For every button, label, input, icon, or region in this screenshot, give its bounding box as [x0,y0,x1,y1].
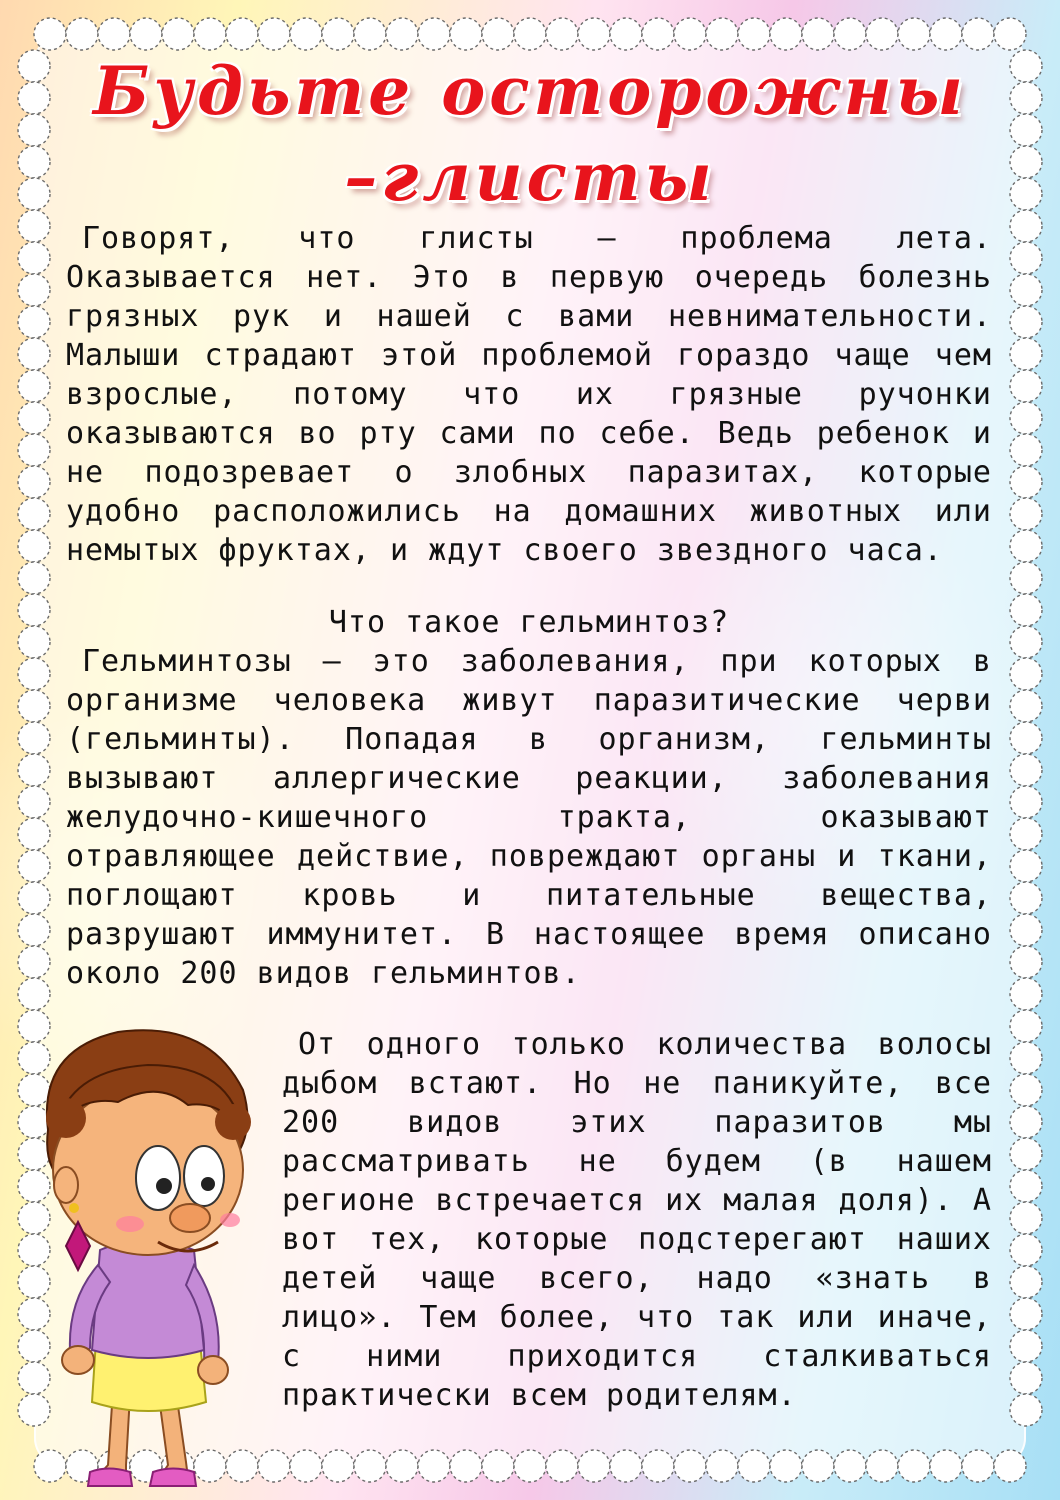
note-paragraph: От одного только количества волосы дыбом встают. Но не паникуйте, все 200 видов этих паразитов мы рассматривать не будем (в нашем регионе встречается их малая доля). А вот тех, которые подстерегают наших детей чаще всего, надо «знать в лицо». Тем более, что так или иначе, с ними приходится сталкиваться практически всем родителям. [282,1027,992,1413]
subheading: Что такое гельминтоз? [328,605,730,640]
definition-paragraph: Гельминтозы – это заболевания, при которых в организме человека живут паразитические черви (гельминты). Попадая в организм, гельминты вызывают аллергические реакции, заболевания желудочно-кишечного тракта, оказывают отравляющее действие, повреждают органы и ткани, поглощают кровь и питательные вещества, разрушают иммунитет. В настоящее время описано около 200 видов гельминтов. [66,644,992,991]
intro-paragraph: Говорят, что глисты – проблема лета. Оказывается нет. Это в первую очередь болезнь грязных рук и нашей с вами невнимательности. Малыши страдают этой проблемой гораздо чаще чем взрослые, потому что их грязные ручонки оказываются во рту сами по себе. Ведь ребенок и не подозревает о злобных паразитах, которые удобно расположились на домашних животных или немытых фруктах, и ждут своего звездного часа. [66,221,992,568]
title-line-1: Будьте осторожны [93,52,967,130]
title-line-2: –глисты [344,138,716,216]
cartoon-girl-illustration [8,1010,278,1490]
